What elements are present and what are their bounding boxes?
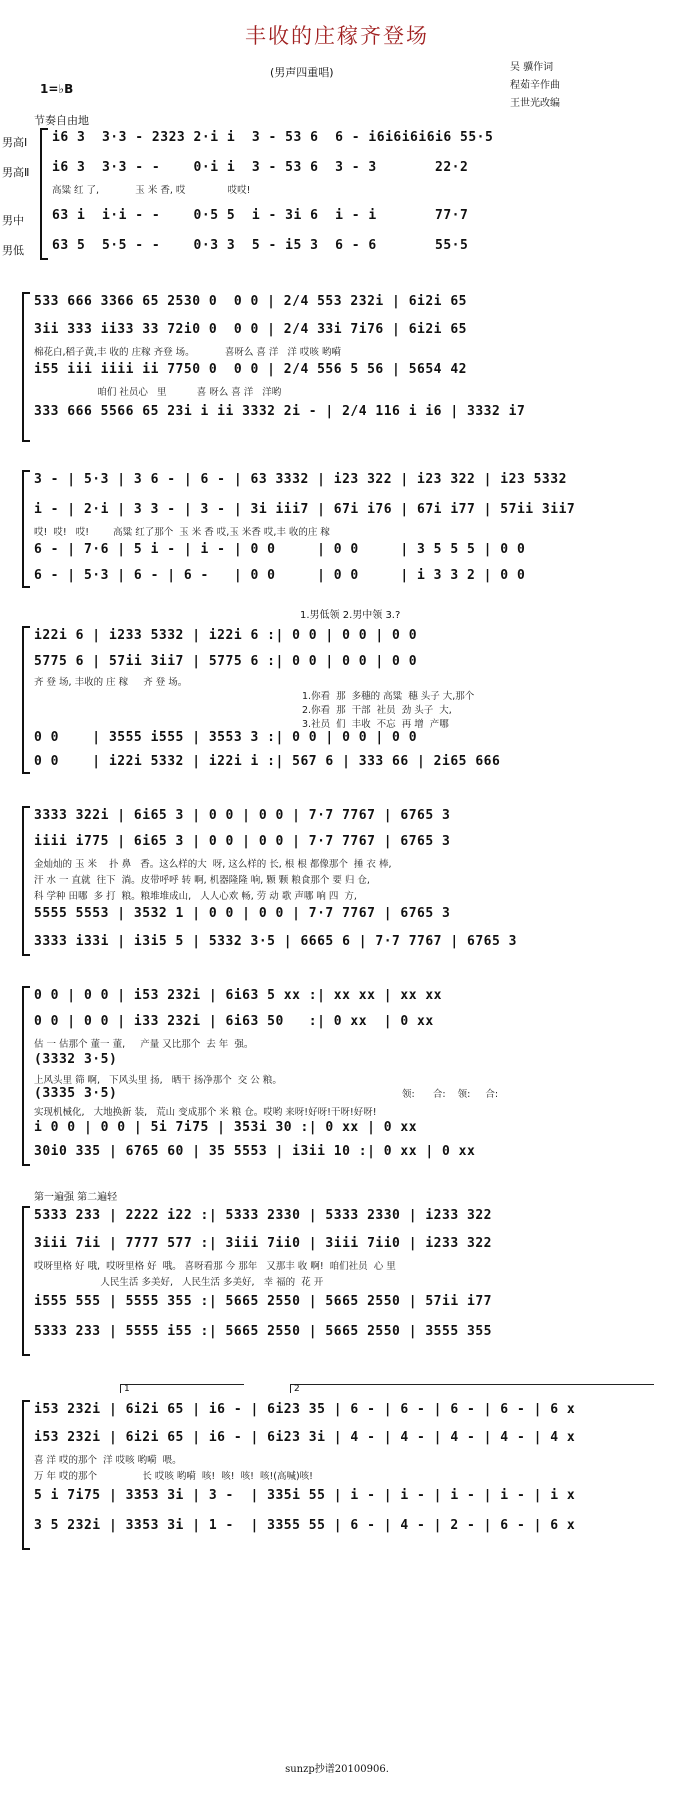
lyric-line: 哎! 哎! 哎! 高粱 红了那个 玉 米 香 哎,玉 米香 哎,丰 收的庄 稼 bbox=[34, 527, 330, 538]
staff-row: i555 555 | 5555 355 :| 5665 2550 | 5665 2550 | 57ii i77 bbox=[34, 1294, 492, 1309]
staff-row: 3333 i33i | i3i5 5 | 5332 3·5 | 6665 6 | 7·7 7767 | 6765 3 bbox=[34, 934, 517, 949]
system-brace bbox=[22, 1400, 30, 1550]
staff-row: 5775 6 | 57ii 3ii7 | 5775 6 :| 0 0 | 0 0 | 0 0 bbox=[34, 654, 418, 669]
voice-label-tenor1: 男高Ⅰ bbox=[2, 136, 28, 149]
lyric-line: 高粱 红 了, 玉 米 香, 哎 哎哎! bbox=[52, 185, 251, 196]
system-brace bbox=[40, 128, 48, 260]
staff-row: i 0 0 | 0 0 | 5i 7i75 | 353i 30 :| 0 xx | 0 xx bbox=[34, 1120, 418, 1135]
repeat-lead-note: 1.男低领 2.男中领 3.? bbox=[300, 610, 401, 621]
lyric-line: 上风头里 筛 啊, 下风头里 扬, 晒干 扬净那个 交 公 粮。 bbox=[34, 1075, 282, 1086]
transcriber-note: sunzp抄谱20100906. bbox=[285, 1764, 389, 1775]
staff-row: 0 0 | 3555 i555 | 3553 3 :| 0 0 | 0 0 | 0 0 bbox=[34, 730, 418, 745]
score-system-1 bbox=[40, 128, 652, 260]
system-brace bbox=[22, 626, 30, 774]
score-system-6 bbox=[22, 986, 652, 1166]
song-title: 丰收的庄稼齐登场 bbox=[245, 24, 429, 48]
staff-row: 3iii 7ii | 7777 577 :| 3iii 7ii0 | 3iii 7ii0 | i233 322 bbox=[34, 1236, 492, 1251]
dynamics-note: 第一遍强 第二遍轻 bbox=[34, 1192, 118, 1203]
staff-row: 63 i i·i - - 0·5 5 i - 3i 6 i - i 77·7 bbox=[52, 208, 469, 223]
voice-label-tenor2: 男高Ⅱ bbox=[2, 166, 30, 179]
staff-row: i6 3 3·3 - 2323 2·i i 3 - 53 6 6 - i6i6i6i6i6 55·5 bbox=[52, 130, 494, 145]
staff-row: i53 232i | 6i2i 65 | i6 - | 6i23 35 | 6 - | 6 - | 6 - | 6 - | 6 x bbox=[34, 1402, 576, 1417]
staff-row: i53 232i | 6i2i 65 | i6 - | 6i23 3i | 4 - | 4 - | 4 - | 4 - | 4 x bbox=[34, 1430, 576, 1445]
staff-row: 3 - | 5·3 | 3 6 - | 6 - | 63 3332 | i23 322 | i23 322 | i23 5332 bbox=[34, 472, 567, 487]
staff-row: 533 666 3366 65 2530 0 0 0 | 2/4 553 232i | 6i2i 65 bbox=[34, 294, 467, 309]
score-system-7 bbox=[22, 1206, 652, 1356]
lyric-line: 汗 水 一 直就 往下 淌。皮带呼呼 转 啊, 机器隆隆 响, 颗 颗 粮食那个 要 归 仓, bbox=[34, 875, 370, 886]
lyric-line: 3.社员 们 丰收 不忘 再 增 产哪 bbox=[302, 719, 449, 730]
lyric-line: 喜 洋 哎的那个 洋 哎咳 哟嗬 喂。 bbox=[34, 1455, 182, 1466]
system-brace bbox=[22, 1206, 30, 1356]
system-brace bbox=[22, 986, 30, 1166]
staff-row: 5333 233 | 2222 i22 :| 5333 2330 | 5333 2330 | i233 322 bbox=[34, 1208, 492, 1223]
key-signature: 1=♭B bbox=[40, 82, 74, 96]
system-brace bbox=[22, 806, 30, 956]
staff-row: 5 i 7i75 | 3353 3i | 3 - | 335i 55 | i - | i - | i - | i - | i x bbox=[34, 1488, 576, 1503]
staff-row: 3ii 333 ii33 33 72i0 0 0 0 | 2/4 33i 7i76 | 6i2i 65 bbox=[34, 322, 467, 337]
lyric-line: 科 学种 田哪 多 打 粮。粮堆堆成山, 人人心欢 畅, 劳 动 歌 声哪 响 四 方, bbox=[34, 891, 357, 902]
staff-row: 3 5 232i | 3353 3i | 1 - | 3355 55 | 6 - | 4 - | 2 - | 6 - | 6 x bbox=[34, 1518, 576, 1533]
voice-label-baritone: 男中 bbox=[2, 214, 24, 227]
lyric-line: 2.你看 那 干部 社员 劲 头子 大, bbox=[302, 705, 452, 716]
system-brace bbox=[22, 470, 30, 588]
staff-row: 5333 233 | 5555 i55 :| 5665 2550 | 5665 2550 | 3555 355 bbox=[34, 1324, 492, 1339]
staff-row: 6 - | 5·3 | 6 - | 6 - | 0 0 | 0 0 | i 3 3 2 | 0 0 bbox=[34, 568, 526, 583]
lyric-line: 金灿灿的 玉 米 扑 鼻 香。这么样的大 呀, 这么样的 长, 根 根 都像那个 捶 衣 棒, bbox=[34, 859, 392, 870]
credit-composer: 程茹辛作曲 bbox=[510, 80, 560, 91]
tempo-marking: 节奏自由地 bbox=[34, 114, 89, 127]
credit-lyricist: 吴 骥作词 bbox=[510, 62, 554, 73]
volta-bracket-1: 1 bbox=[120, 1384, 244, 1393]
lyric-line: 棉花白,稻子黄,丰 收的 庄稼 齐登 场。 喜呀么 喜 洋 洋 哎咳 哟嗬 bbox=[34, 347, 341, 358]
staff-row: 6 - | 7·6 | 5 i - | i - | 0 0 | 0 0 | 3 5 5 5 | 0 0 bbox=[34, 542, 526, 557]
staff-row: 63 5 5·5 - - 0·3 3 5 - i5 3 6 - 6 55·5 bbox=[52, 238, 469, 253]
system-brace bbox=[22, 292, 30, 442]
staff-row: 0 0 | 0 0 | i33 232i | 6i63 50 :| 0 xx | 0 xx bbox=[34, 1014, 434, 1029]
lyric-line: 万 年 哎的那个 长 哎咳 哟嗬 咳! 咳! 咳! 咳!(高喊)咳! bbox=[34, 1471, 313, 1482]
lyric-line: 人民生活 多美好, 人民生活 多美好, 幸 福的 花 开 bbox=[34, 1277, 324, 1288]
score-system-3 bbox=[22, 470, 652, 588]
lyric-line: 实现机械化, 大地换新 装, 荒山 变成那个 米 粮 仓。哎哟 来呀!好呀!干呀!好呀! bbox=[34, 1107, 377, 1118]
staff-row: i - | 2·i | 3 3 - | 3 - | 3i iii7 | 67i i76 | 67i i77 | 57ii 3ii7 bbox=[34, 502, 576, 517]
staff-row: i55 iii iiii ii 7750 0 0 0 | 2/4 556 5 56 | 5654 42 bbox=[34, 362, 467, 377]
lyric-line: 哎呀里格 好 哦, 哎呀里格 好 哦。 喜呀看那 今 那年 又那丰 收 啊! 咱们社员 心 里 bbox=[34, 1261, 396, 1272]
lyric-line: 齐 登 场, 丰收的 庄 稼 齐 登 场。 bbox=[34, 677, 188, 688]
staff-row: 0 0 | i22i 5332 | i22i i :| 567 6 | 333 66 | 2i65 666 bbox=[34, 754, 501, 769]
staff-row: 5555 5553 | 3532 1 | 0 0 | 0 0 | 7·7 7767 | 6765 3 bbox=[34, 906, 451, 921]
staff-row: i22i 6 | i233 5332 | i22i 6 :| 0 0 | 0 0 | 0 0 bbox=[34, 628, 418, 643]
staff-row: 333 666 5566 65 23i i ii 3332 2i - | 2/4 116 i i6 | 3332 i7 bbox=[34, 404, 526, 419]
lyric-line: 估 一 估那个 董一 董, 产量 又比那个 去 年 强。 bbox=[34, 1039, 254, 1050]
volta-bracket-2: 2 bbox=[290, 1384, 654, 1393]
staff-row: 3333 322i | 6i65 3 | 0 0 | 0 0 | 7·7 7767 | 6765 3 bbox=[34, 808, 451, 823]
call-response-marks: 领: 合: 领: 合: bbox=[402, 1089, 499, 1100]
staff-row: 30i0 335 | 6765 60 | 35 5553 | i3ii 10 :| 0 xx | 0 xx bbox=[34, 1144, 476, 1159]
credit-arranger: 王世光改编 bbox=[510, 98, 560, 109]
score-system-2 bbox=[22, 292, 652, 442]
staff-row: i6 3 3·3 - - 0·i i 3 - 53 6 3 - 3 22·2 bbox=[52, 160, 469, 175]
voice-label-bass: 男低 bbox=[2, 244, 24, 257]
staff-row: 0 0 | 0 0 | i53 232i | 6i63 5 xx :| xx xx | xx xx bbox=[34, 988, 443, 1003]
staff-row: (3335 3·5) bbox=[34, 1086, 118, 1101]
staff-row: iiii i775 | 6i65 3 | 0 0 | 0 0 | 7·7 7767 | 6765 3 bbox=[34, 834, 451, 849]
song-subtitle: (男声四重唱) bbox=[270, 66, 334, 79]
lyric-line: 1.你看 那 多穗的 高粱 穗 头子 大,那个 bbox=[302, 691, 475, 702]
lyric-line: 咱们 社员心 里 喜 呀么 喜 洋 洋哟 bbox=[34, 387, 282, 398]
staff-row: (3332 3·5) bbox=[34, 1052, 118, 1067]
score-system-8 bbox=[22, 1400, 652, 1550]
score-system-4 bbox=[22, 626, 652, 774]
score-system-5 bbox=[22, 806, 652, 956]
